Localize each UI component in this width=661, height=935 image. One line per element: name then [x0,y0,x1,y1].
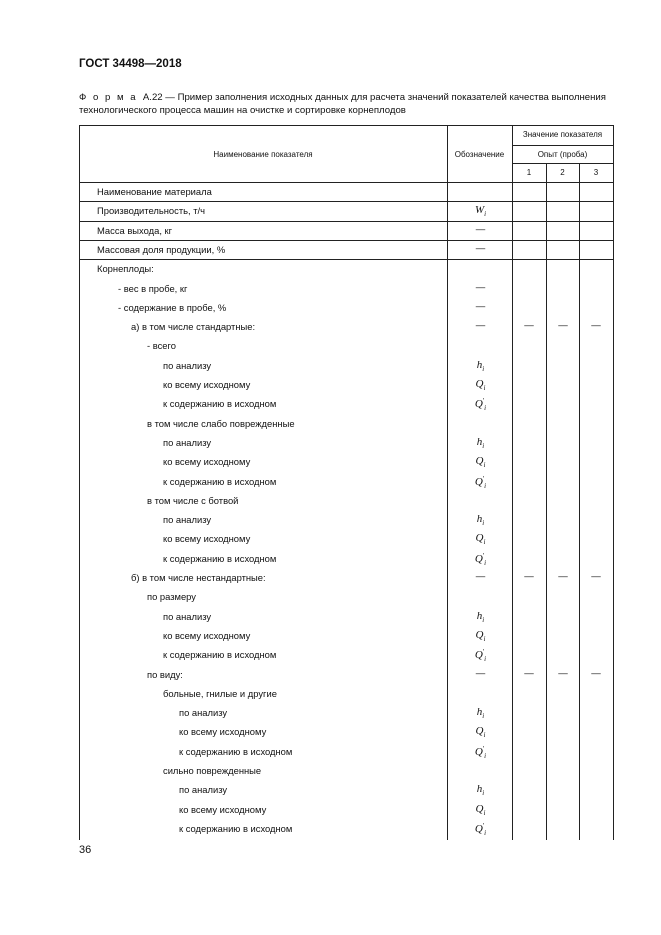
table-right-border [613,125,614,840]
row-value-1: — [524,320,534,332]
row-label: по анализу [163,610,212,622]
row-symbol: — [475,281,486,293]
row-symbol: — [475,667,486,679]
row-value-3: — [591,320,601,332]
row-label: к содержанию в исходном [163,398,277,410]
row-label: - вес в пробе, кг [118,282,188,294]
symbol-letter: Q [475,802,484,815]
row-label: больные, гнилые и другие [163,687,277,699]
header-value: Значение показателя [522,130,603,139]
symbol-prime: ' [482,551,485,560]
row-symbol [449,706,512,720]
row-label: по размеру [147,591,196,603]
row-value-2: — [558,571,568,582]
row-label: сильно поврежденные [163,765,262,776]
symbol-letter: Q [475,455,484,468]
row-label: в том числе слабо поврежденные [147,417,295,429]
symbol-subscript: i [484,558,487,567]
table-top-border [79,125,613,126]
symbol-letter: Q [474,745,483,758]
row-label: к содержанию в исходном [179,822,293,834]
caption-prefix: Ф о р м а [79,92,138,103]
symbol-subscript: i [483,461,486,470]
row-symbol [449,513,512,527]
symbol-letter: h [476,513,483,526]
row-symbol [449,378,512,392]
col2-right [579,163,580,840]
row-symbol [449,648,512,663]
symbol-letter: h [476,435,483,448]
symbol-subscript: i [483,731,486,740]
row-symbol [449,803,512,817]
row-label: б) в том числе нестандартные: [131,572,266,583]
symbol-subscript: i [484,655,487,664]
symbol-letter: Q [474,552,483,565]
row-symbol [449,629,512,643]
symbol-letter: W [474,204,485,217]
header-bottom-border [79,182,613,183]
symbol-subscript: i [482,441,485,450]
header-col-1: 1 [526,168,532,177]
row-label: Массовая доля продукции, % [97,243,226,255]
row-label: ко всему исходному [163,379,251,390]
symbol-subscript: i [484,751,487,760]
symbol-letter: h [476,609,483,622]
row-symbol [449,436,512,450]
symbol-letter: Q [474,475,483,488]
row-label: по анализу [163,436,212,448]
symbol-subscript: i [484,481,487,490]
row-symbol [449,745,512,760]
row-label: по анализу [163,359,212,371]
symbol-col-left [447,125,448,840]
row-label: Корнеплоды: [97,263,154,275]
symbol-prime: ' [482,397,485,406]
row-value-1: — [524,571,534,582]
form-caption [79,92,614,117]
row-value-1: — [524,667,534,679]
symbol-letter: Q [475,628,484,641]
row-label: - содержание в пробе, % [118,301,227,313]
row-symbol [449,359,512,373]
table-left-border [79,125,80,840]
row-label: ко всему исходному [163,629,251,641]
row-label: по анализу [179,784,228,796]
row-symbol: — [475,242,486,254]
row-label: в том числе с ботвой [147,494,239,506]
row-symbol [449,783,512,797]
header-col-2: 2 [560,168,565,177]
row-label: по анализу [179,707,228,719]
header-col-3: 3 [593,168,599,177]
row-symbol: — [475,571,486,582]
row-symbol [449,475,512,490]
row-label: по виду: [147,668,183,680]
row-symbol: — [475,300,486,312]
document-id: ГОСТ 34498—2018 [79,58,182,70]
symbol-letter: Q [474,823,483,836]
row-label: - всего [147,340,176,352]
row-label: к содержанию в исходном [163,649,277,661]
row-symbol: — [475,320,486,332]
symbol-prime: ' [482,474,485,483]
header-name: Наименование показателя [213,150,313,159]
caption-text: А.22 — Пример заполнения исходных данных для расчета значений показателей качества выполнения технологического процесса машин на очистке и сортировке корнеплодов [79,92,606,116]
header-trial: Опыт (проба) [537,150,588,159]
header-sub-line-1 [512,145,613,146]
symbol-subscript: i [482,789,485,798]
header-sub-line-2 [512,163,613,164]
row-separator [79,221,613,222]
symbol-subscript: i [483,538,486,547]
row-label: к содержанию в исходном [179,745,293,757]
row-separator [79,240,613,241]
row-label: к содержанию в исходном [163,475,277,487]
symbol-letter: Q [475,532,484,545]
symbol-subscript: i [484,210,487,219]
row-symbol [449,552,512,567]
symbol-letter: h [476,358,483,371]
symbol-letter: Q [474,649,483,662]
row-symbol [449,822,512,837]
row-label: ко всему исходному [179,726,267,738]
symbol-letter: h [476,706,483,719]
symbol-letter: h [476,783,483,796]
symbol-subscript: i [482,364,485,373]
symbol-subscript: i [483,808,486,817]
row-label: Наименование материала [97,186,212,197]
row-label: ко всему исходному [163,456,251,468]
symbol-subscript: i [482,615,485,624]
row-symbol [449,397,512,412]
symbol-col-right [512,125,513,840]
header-symbol: Обозначение [454,150,505,159]
symbol-subscript: i [482,711,485,720]
page-number: 36 [79,844,92,856]
symbol-subscript: i [483,383,486,392]
row-separator [79,259,613,260]
row-symbol: — [475,223,486,235]
row-label: а) в том числе стандартные: [131,321,256,333]
row-symbol [449,204,512,218]
row-symbol [449,725,512,739]
row-label: ко всему исходному [179,803,267,815]
row-value-3: — [591,571,601,582]
row-value-2: — [558,320,568,332]
symbol-letter: Q [475,378,484,390]
row-value-2: — [558,667,568,679]
symbol-prime: ' [482,744,485,753]
row-value-3: — [591,667,601,679]
symbol-prime: ' [482,821,485,830]
row-separator [79,201,613,202]
symbol-subscript: i [484,404,487,413]
row-symbol [449,610,512,624]
row-symbol [449,532,512,546]
symbol-letter: Q [474,398,483,411]
row-symbol [449,455,512,469]
row-label: Производительность, т/ч [97,205,205,217]
symbol-subscript: i [482,518,485,527]
symbol-letter: Q [475,725,484,738]
row-label: по анализу [163,514,212,526]
row-label: к содержанию в исходном [163,552,277,564]
symbol-subscript: i [483,634,486,643]
symbol-subscript: i [484,828,487,837]
symbol-prime: ' [482,648,485,657]
row-label: Масса выхода, кг [97,224,173,236]
col1-right [546,163,547,840]
row-label: ко всему исходному [163,533,251,545]
